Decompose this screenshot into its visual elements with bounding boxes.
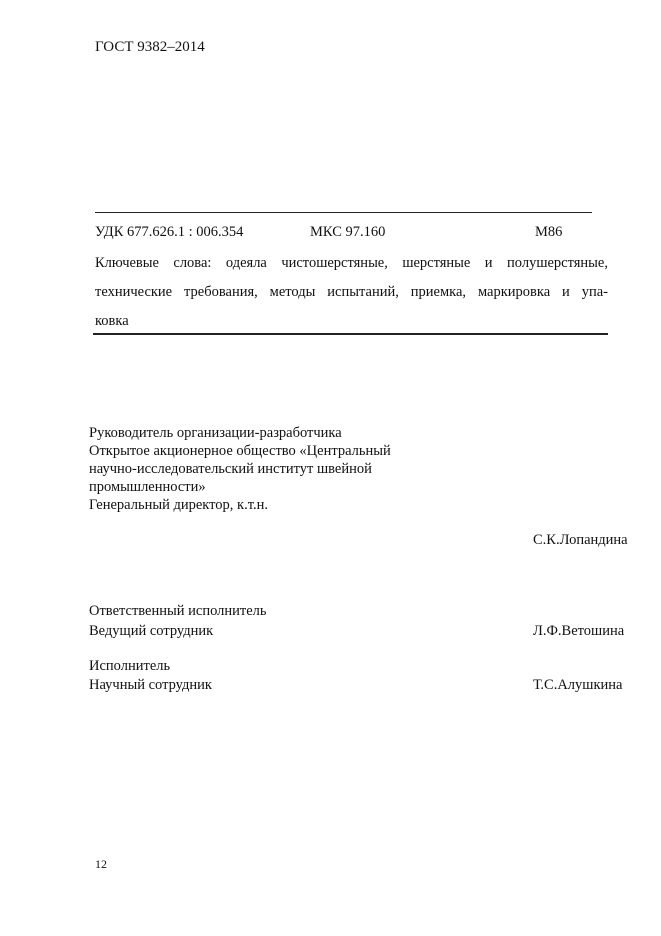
developer-line: научно-исследовательский институт швейной: [89, 461, 372, 477]
developer-line: Открытое акционерное общество «Центральный: [89, 443, 391, 459]
developer-line: Руководитель организации-разработчика: [89, 425, 342, 441]
executor-signer: Т.С.Алушкина: [533, 677, 623, 693]
okstu-code: М86: [535, 224, 563, 240]
keywords-line: ковка: [95, 313, 129, 329]
responsible-signer: Л.Ф.Ветошина: [533, 623, 625, 639]
keywords-block: [95, 249, 608, 336]
developer-signer: С.К.Лопандина: [533, 532, 628, 548]
standard-header: ГОСТ 9382–2014: [95, 39, 205, 55]
responsible-position: Ведущий сотрудник: [89, 623, 214, 639]
udk-code: УДК 677.626.1 : 006.354: [95, 224, 244, 240]
executor-role: Исполнитель: [89, 658, 171, 674]
top-rule: [95, 212, 592, 213]
keywords-line: технические требования, методы испытаний, приемка, маркировка и упа-: [95, 284, 608, 300]
developer-line: Генеральный директор, к.т.н.: [89, 497, 268, 513]
executor-position: Научный сотрудник: [89, 677, 212, 693]
developer-block: [89, 424, 391, 514]
mks-code: МКС 97.160: [310, 224, 386, 240]
page-number: 12: [95, 857, 107, 871]
bottom-rule: [93, 333, 608, 335]
developer-line: промышленности»: [89, 479, 206, 495]
responsible-role: Ответственный исполнитель: [89, 603, 267, 619]
classification-row: [95, 224, 608, 244]
keywords-line: Ключевые слова: одеяла чистошерстяные, шерстяные и полушерстяные,: [95, 255, 608, 271]
